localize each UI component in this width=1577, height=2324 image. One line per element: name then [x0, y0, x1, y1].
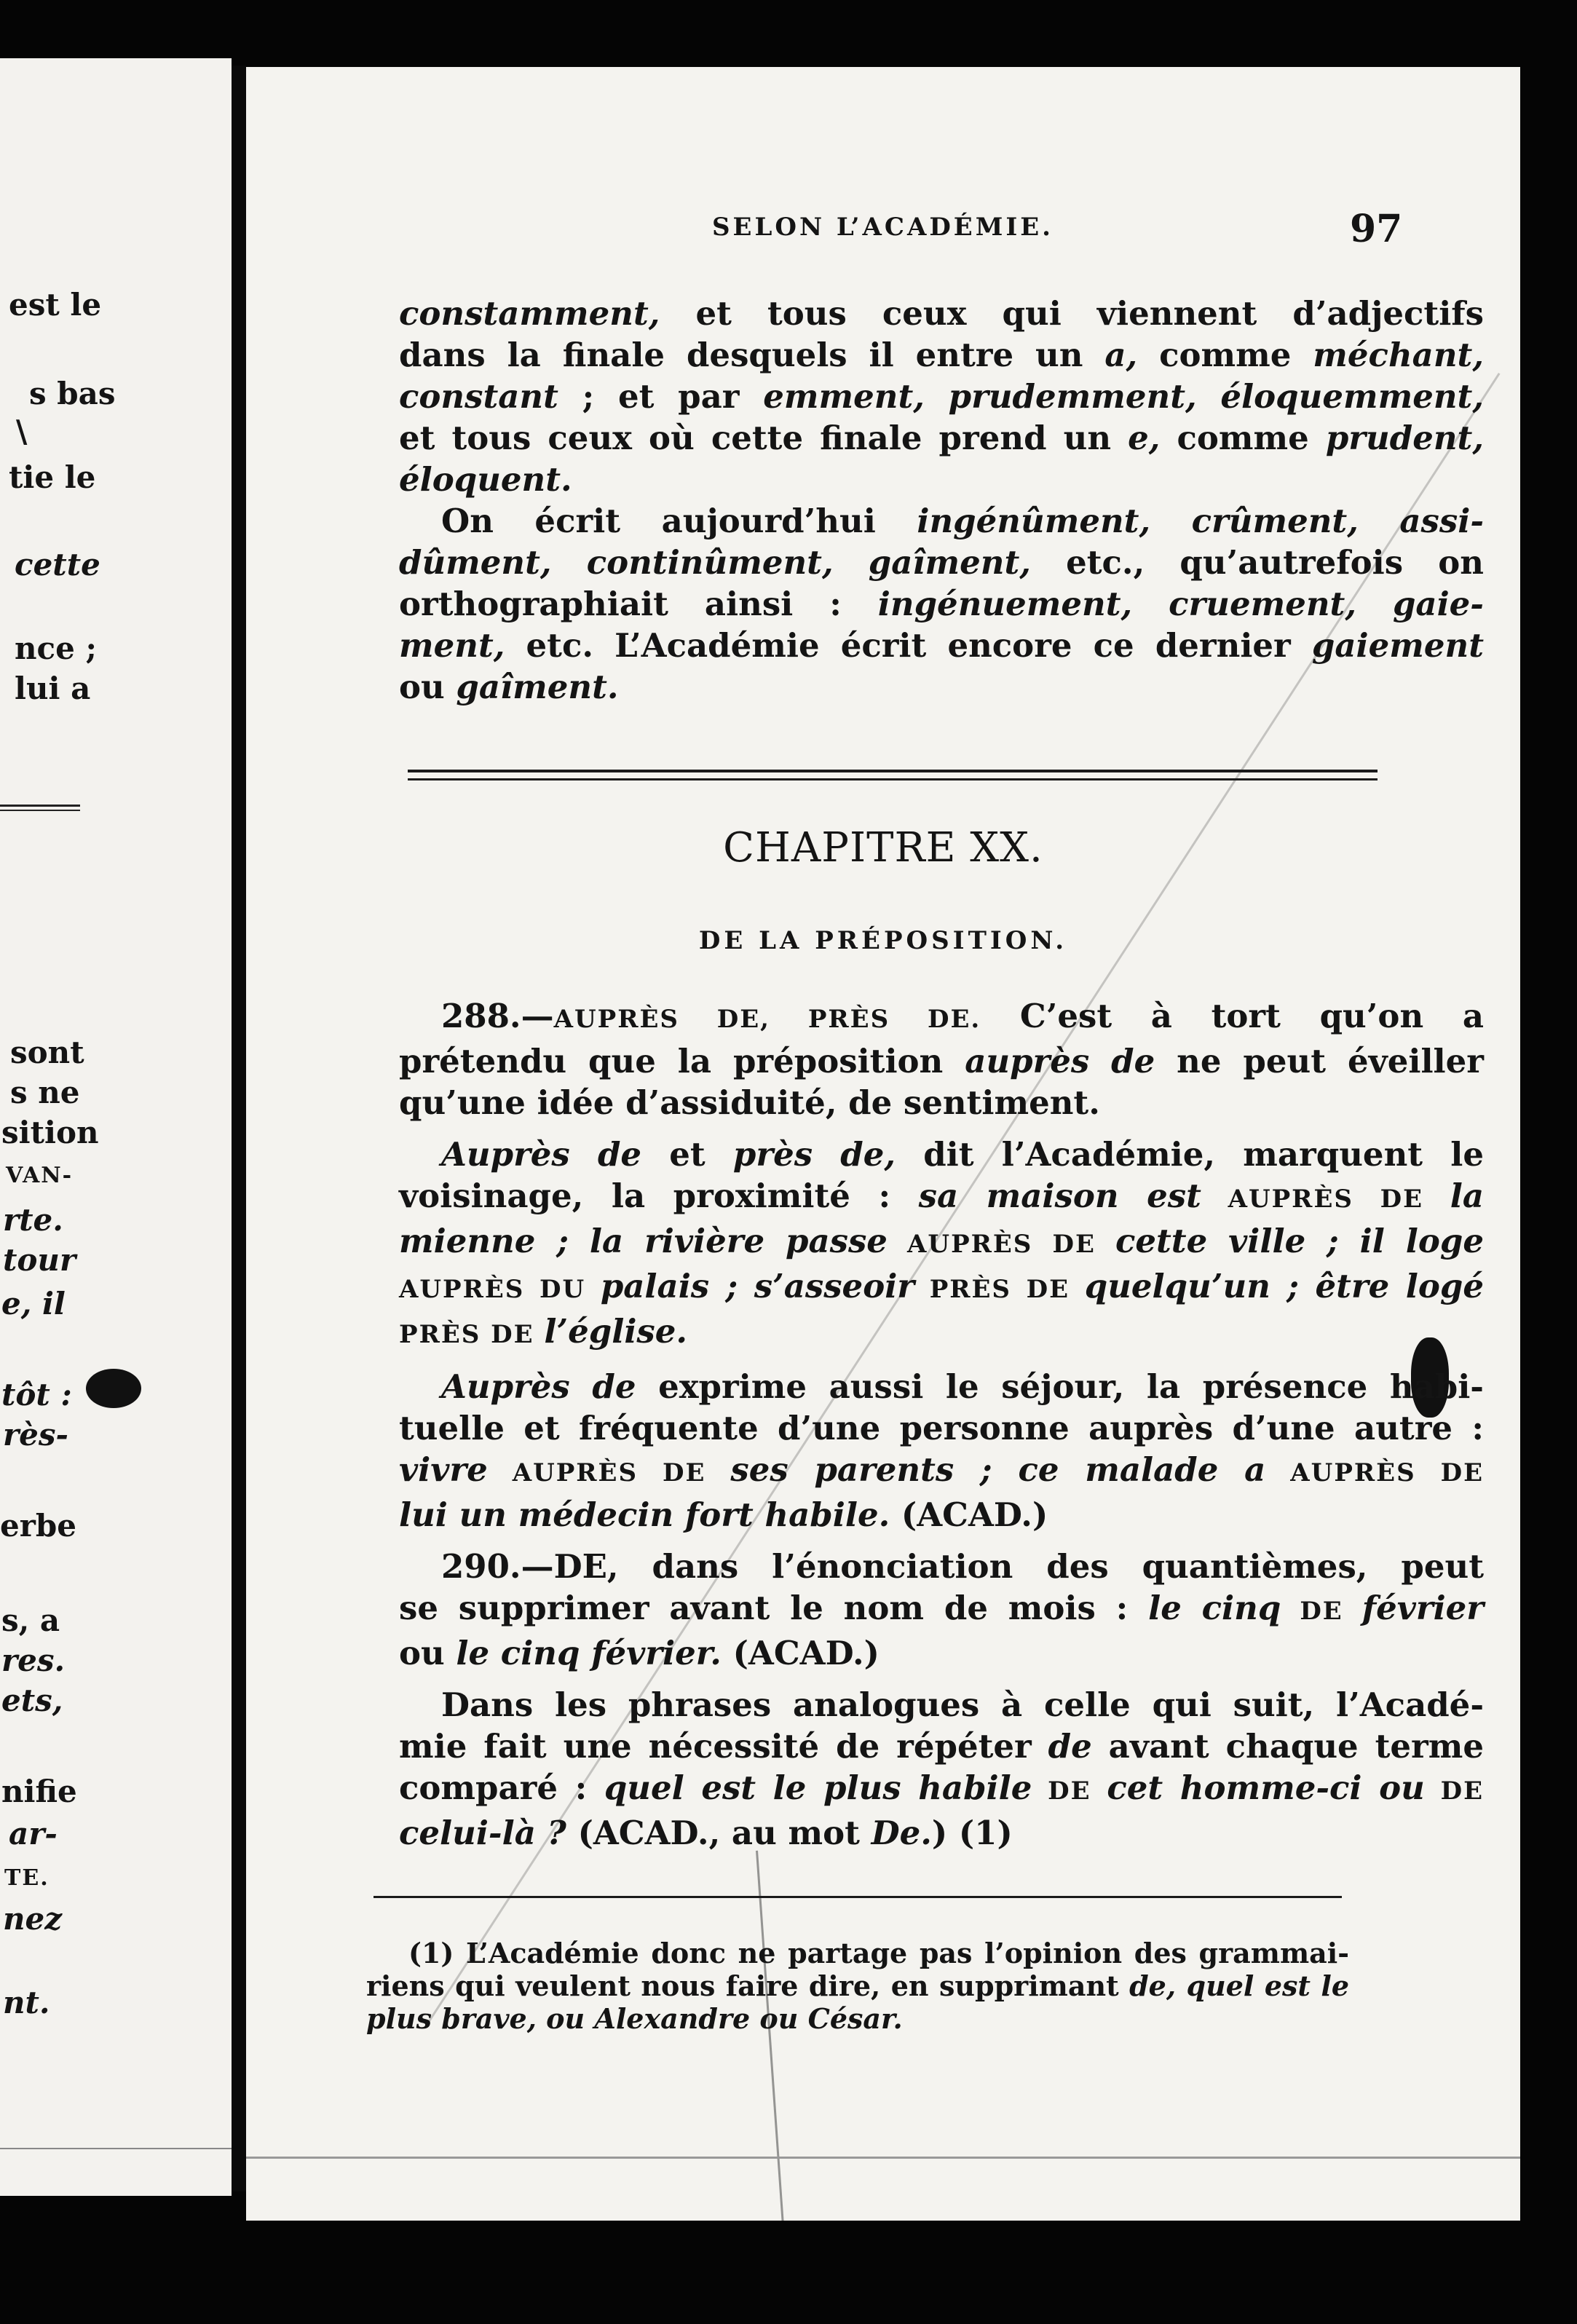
text-line: [399, 1812, 1484, 1854]
left-fragment: cette: [15, 547, 100, 582]
left-fragment: est le: [9, 287, 102, 323]
left-fragment: erbe: [0, 1508, 76, 1544]
text-line: [399, 500, 1484, 542]
left-fragment: ar-: [9, 1816, 58, 1851]
text-line: [399, 1767, 1484, 1812]
text-run: comme: [1137, 336, 1313, 374]
text-run: dit l’Académie, marquent le: [896, 1135, 1484, 1174]
running-head: [246, 207, 1520, 256]
text-run: et tous ceux où cette finale prend un: [399, 419, 1129, 457]
italic-text: méchant,: [1313, 336, 1484, 374]
small-caps-text: AUPRÈS DE, PRÈS DE.: [553, 1005, 981, 1034]
text-line: [399, 1546, 1484, 1587]
text-line: [399, 625, 1484, 666]
text-line: [366, 1937, 1349, 1969]
italic-text: cette ville ; il loge: [1115, 1222, 1484, 1260]
left-fragment: s bas: [29, 376, 116, 411]
text-run: ou: [399, 668, 456, 706]
text-run: (1) L’Académie donc ne partage pas l’opinion des grammai-: [408, 1937, 1349, 1969]
text-run: dans la finale desquels il entre un: [399, 336, 1105, 374]
text-run: 290.—DE, dans l’énonciation des quantièmes, peut: [441, 1547, 1484, 1586]
text-line: [366, 2002, 1349, 2035]
italic-text: quelqu’un ; être logé: [1084, 1267, 1485, 1305]
text-line: [399, 1587, 1484, 1632]
text-run: ) (1): [931, 1814, 1013, 1852]
small-caps-text: AUPRÈS DE: [1201, 1185, 1450, 1214]
text-run: et: [641, 1135, 733, 1174]
text-block-top: [399, 293, 1484, 708]
paragraph-gap: [399, 1674, 1484, 1684]
italic-text: e,: [1128, 419, 1161, 457]
italic-text: Auprès de: [441, 1135, 642, 1174]
text-run: Dans les phrases analogues à celle qui suit, l’Acadé-: [441, 1685, 1484, 1724]
left-fragment: nt.: [3, 1985, 50, 2020]
left-fragment: res.: [1, 1643, 66, 1678]
text-line: [399, 1684, 1484, 1726]
text-run: (ACAD., au mot: [566, 1814, 872, 1852]
left-fragment: nez: [3, 1901, 63, 1937]
text-run: mie fait une nécessité de répéter: [399, 1727, 1048, 1766]
italic-text: vivre: [399, 1450, 488, 1489]
italic-text: sa maison est: [918, 1177, 1201, 1215]
italic-text: de, quel est le: [1129, 1969, 1350, 2002]
small-caps-text: DE: [1281, 1597, 1362, 1626]
chapter-title: CHAPITRE XX.: [723, 824, 1043, 872]
text-line: [399, 1175, 1484, 1220]
footnote-divider: [374, 1896, 1342, 1898]
small-caps-text: AUPRÈS DE: [1265, 1458, 1484, 1487]
text-line: [399, 334, 1484, 376]
left-fragment: s ne: [10, 1075, 80, 1110]
left-divider: [0, 805, 80, 811]
italic-text: mienne ; la rivière passe: [399, 1222, 888, 1260]
left-fragment: nce ;: [15, 631, 97, 666]
left-fragment: TE.: [4, 1865, 50, 1891]
small-caps-text: AUPRÈS DU: [399, 1275, 601, 1304]
italic-text: constant: [399, 377, 558, 416]
text-run: ou: [399, 1634, 456, 1672]
left-bottom-edge: [0, 2148, 232, 2149]
left-fragment: rte.: [3, 1202, 63, 1238]
text-run: etc. L’Académie écrit encore ce dernier: [505, 626, 1312, 665]
page-number: 97: [1350, 207, 1403, 251]
italic-text: février: [1361, 1589, 1484, 1627]
paragraph-gap: [399, 1356, 1484, 1366]
paragraph-gap: [399, 1123, 1484, 1134]
text-run: etc., qu’autrefois on: [1030, 543, 1484, 582]
text-line: [399, 417, 1484, 459]
left-fragment: ets,: [1, 1683, 63, 1718]
italic-text: ingénuement, cruement, gaie-: [877, 585, 1484, 623]
text-run: 288.—: [441, 997, 554, 1035]
italic-text: plus brave, ou Alexandre ou César.: [366, 2002, 903, 2035]
text-line: [399, 995, 1484, 1040]
small-caps-text: PRÈS DE: [399, 1320, 545, 1349]
italic-text: de: [1048, 1727, 1092, 1766]
text-line: [399, 1366, 1484, 1407]
left-fragment: sition: [1, 1115, 99, 1150]
italic-text: palais ; s’asseoir: [600, 1267, 915, 1305]
text-run: C’est à tort qu’on a: [981, 997, 1484, 1035]
small-caps-text: DE: [1424, 1776, 1484, 1806]
italic-text: la: [1450, 1177, 1485, 1215]
text-run: avant chaque terme: [1091, 1727, 1484, 1766]
scan-artifact-line: [756, 1851, 789, 2221]
text-run: comme: [1160, 419, 1326, 457]
italic-text: éloquent.: [399, 460, 572, 499]
left-fragment: e, il: [1, 1286, 66, 1321]
text-run: On écrit aujourd’hui: [441, 502, 917, 540]
text-line: [399, 293, 1484, 334]
running-title: SELON L’ACADÉMIE.: [712, 213, 1054, 242]
left-fragment: VAN-: [6, 1163, 74, 1188]
text-line: [399, 1134, 1484, 1175]
text-line: [399, 1494, 1484, 1536]
left-fragment: sont: [10, 1035, 84, 1070]
text-run: tuelle et fréquente d’une personne auprès d’une autre :: [399, 1409, 1484, 1447]
italic-text: celui-là ?: [399, 1814, 566, 1852]
text-run: (ACAD.): [721, 1634, 880, 1672]
text-run: et tous ceux qui viennent d’adjectifs: [660, 294, 1484, 333]
italic-text: quel est le plus habile: [604, 1768, 1032, 1807]
footnote: [366, 1937, 1349, 2035]
text-line: [399, 1265, 1484, 1311]
text-run: orthographiait ainsi :: [399, 585, 878, 623]
chapter-divider: [408, 770, 1378, 780]
small-caps-text: AUPRÈS DE: [887, 1230, 1115, 1259]
italic-text: Auprès de: [441, 1367, 636, 1406]
text-line: [366, 1969, 1349, 2002]
text-line: [399, 1632, 1484, 1674]
text-line: [399, 1726, 1484, 1767]
small-caps-text: PRÈS DE: [914, 1275, 1085, 1304]
italic-text: auprès de: [965, 1042, 1155, 1080]
text-line: [399, 666, 1484, 708]
left-fragment: tour: [3, 1242, 76, 1278]
text-run: (ACAD.): [890, 1495, 1048, 1534]
page-gutter: [232, 66, 246, 2191]
ink-blot: [86, 1369, 141, 1408]
left-page-fragment: [0, 58, 232, 2196]
text-line: [399, 376, 1484, 417]
left-fragment: rès-: [3, 1417, 68, 1452]
text-block-main: [399, 995, 1484, 1854]
text-run: ; et par: [558, 377, 764, 416]
paragraph-gap: [399, 1536, 1484, 1546]
left-fragment: \: [16, 414, 28, 449]
text-line: [399, 1220, 1484, 1265]
italic-text: près de,: [732, 1135, 896, 1174]
left-fragment: lui a: [15, 671, 91, 706]
text-line: [399, 542, 1484, 583]
text-line: [399, 583, 1484, 625]
italic-text: l’église.: [544, 1312, 688, 1351]
chapter-subtitle: DE LA PRÉPOSITION.: [698, 926, 1068, 955]
italic-text: cet homme-ci ou: [1107, 1768, 1425, 1807]
italic-text: le cinq février.: [456, 1634, 722, 1672]
text-run: exprime aussi le séjour, la présence habi-: [636, 1367, 1484, 1406]
italic-text: ment,: [399, 626, 505, 665]
text-run: comparé :: [399, 1768, 604, 1807]
text-run: qu’une idée d’assiduité, de sentiment.: [399, 1083, 1100, 1122]
small-caps-text: AUPRÈS DE: [487, 1458, 731, 1487]
italic-text: prudent,: [1325, 419, 1484, 457]
left-fragment: tie le: [9, 459, 96, 495]
italic-text: a,: [1104, 336, 1138, 374]
italic-text: le cinq: [1148, 1589, 1281, 1627]
italic-text: emment, prudemment, éloquemment,: [763, 377, 1484, 416]
italic-text: dûment, continûment, gaîment,: [399, 543, 1031, 582]
text-run: prétendu que la préposition: [399, 1042, 965, 1080]
left-fragment: nifie: [1, 1774, 77, 1809]
italic-text: constamment,: [399, 294, 660, 333]
text-run: se supprimer avant le nom de mois :: [399, 1589, 1149, 1627]
right-page: [246, 67, 1520, 2221]
text-line: [399, 1311, 1484, 1356]
right-bottom-edge: [246, 2157, 1520, 2159]
italic-text: gaiement: [1311, 626, 1484, 665]
italic-text: ingénûment, crûment, assi-: [917, 502, 1484, 540]
italic-text: ses parents ; ce malade a: [730, 1450, 1266, 1489]
left-fragment: s, a: [1, 1602, 60, 1638]
text-run: riens qui veulent nous faire dire, en supprimant: [366, 1969, 1130, 2002]
text-line: [399, 1407, 1484, 1449]
left-fragment: tôt :: [1, 1377, 72, 1412]
text-line: [399, 459, 1484, 500]
italic-text: De.: [871, 1814, 932, 1852]
text-run: voisinage, la proximité :: [399, 1177, 919, 1215]
text-line: [399, 1449, 1484, 1494]
italic-text: lui un médecin fort habile.: [399, 1495, 890, 1534]
text-run: ne peut éveiller: [1155, 1042, 1484, 1080]
text-line: [399, 1082, 1484, 1123]
italic-text: gaîment.: [456, 668, 619, 706]
text-line: [399, 1040, 1484, 1082]
small-caps-text: DE: [1032, 1776, 1107, 1806]
